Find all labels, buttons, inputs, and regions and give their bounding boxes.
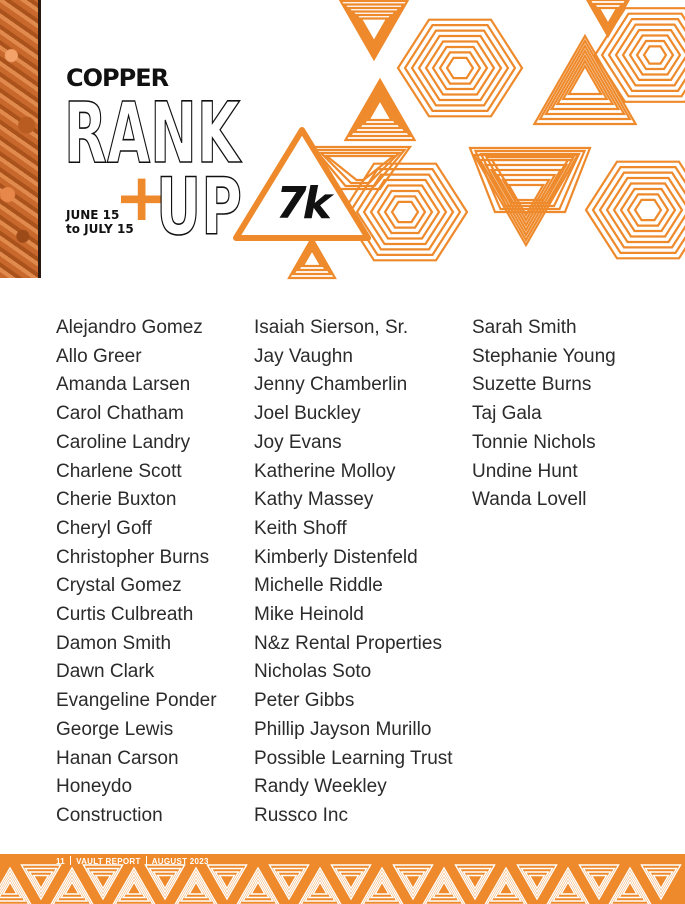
hexagon-shape <box>623 30 685 80</box>
hexagon-shape <box>419 36 501 100</box>
hexagon-shape <box>392 202 418 222</box>
name-entry: Phillip Jayson Murillo <box>254 718 432 740</box>
triangle-shape <box>517 865 556 899</box>
name-entry: Undine Hunt <box>472 460 578 482</box>
hexagon-shape <box>616 25 685 86</box>
triangle-shape <box>269 865 308 899</box>
name-entry: Jay Vaughn <box>254 345 353 367</box>
name-entry: Katherine Molloy <box>254 460 396 482</box>
issue-date: AUGUST 2023 <box>151 857 209 866</box>
name-entry: Alejandro Gomez <box>56 317 203 338</box>
name-entry: Curtis Culbreath <box>56 604 194 626</box>
name-entry: Honeydo <box>56 776 133 798</box>
date-range <box>66 208 134 236</box>
hexagon-shape <box>343 164 467 261</box>
page-number: 11 <box>56 857 66 866</box>
name-entry: Tonnie Nichols <box>472 431 596 453</box>
triangle-shape <box>21 865 60 899</box>
name-entry: Charlene Scott <box>56 460 182 482</box>
name-entry: Nicholas Soto <box>254 661 372 683</box>
name-entry: Hanan Carson <box>56 747 179 769</box>
name-entry: Stephanie Young <box>472 345 616 367</box>
title-up: UP <box>156 163 242 253</box>
name-entry: Carol Chatham <box>56 403 184 425</box>
triangle-shape <box>145 865 184 899</box>
triangle-shape <box>331 865 370 899</box>
name-entry: Kimberly Distenfeld <box>254 546 418 568</box>
hexagon-shape <box>371 186 439 239</box>
publication-name: VAULT REPORT <box>76 857 141 866</box>
name-entry: Keith Shoff <box>254 517 347 539</box>
name-entry: Suzette Burns <box>472 374 592 396</box>
triangle-shape <box>579 865 618 899</box>
name-entry: Possible Learning Trust <box>254 747 453 769</box>
title-plus: + <box>114 159 170 236</box>
hexagon-shape <box>405 25 515 111</box>
name-entry: Cherie Buxton <box>56 489 177 511</box>
name-entry: Crystal Gomez <box>56 575 182 597</box>
name-column-1 <box>56 314 217 831</box>
name-entry: Amanda Larsen <box>56 374 191 396</box>
triangle-shape <box>455 865 494 899</box>
date-end: to JULY 15 <box>66 222 134 236</box>
name-entry: George Lewis <box>56 718 174 740</box>
name-entry: Jenny Chamberlin <box>254 374 408 396</box>
hexagon-shape <box>644 46 666 63</box>
name-entry: Joy Evans <box>254 431 342 453</box>
footer-pattern <box>0 864 685 904</box>
name-entry: Christopher Burns <box>56 546 210 568</box>
name-entry: N&z Rental Properties <box>254 632 442 654</box>
name-entry: Peter Gibbs <box>254 690 355 712</box>
name-entry: Sarah Smith <box>472 317 577 338</box>
name-entry: Taj Gala <box>472 403 542 425</box>
name-column-2 <box>254 314 453 831</box>
name-entry: Allo Greer <box>56 345 142 367</box>
name-entry: Michelle Riddle <box>254 575 383 597</box>
hexagon-shape <box>426 42 494 95</box>
name-entry: Evangeline Ponder <box>56 690 217 712</box>
hexagon-shape <box>614 184 682 237</box>
triangle-shape <box>393 865 432 899</box>
hexagon-shape <box>635 200 661 220</box>
date-start: JUNE 15 <box>66 208 120 222</box>
name-entry: Damon Smith <box>56 632 172 654</box>
name-entry: Dawn Clark <box>56 661 155 683</box>
logo-7k-text: 7k <box>276 178 328 229</box>
hexagon-shape <box>637 41 673 69</box>
name-entry: Isaiah Sierson, Sr. <box>254 317 409 338</box>
name-entry: Russco Inc <box>254 804 348 826</box>
name-entry: Randy Weekley <box>254 776 387 798</box>
name-column-3 <box>472 314 616 515</box>
name-entry: Construction <box>56 804 163 826</box>
hexagon-shape <box>447 58 473 78</box>
title-copper: COPPER <box>66 64 169 92</box>
name-entry: Wanda Lovell <box>472 489 587 511</box>
triangle-shape <box>207 865 246 899</box>
geometric-pattern <box>230 0 685 280</box>
title-rank: RANK <box>64 84 242 182</box>
hexagon-shape <box>398 20 522 117</box>
triangle-shape <box>83 865 122 899</box>
name-entry: Cheryl Goff <box>56 517 152 539</box>
hexagon-shape <box>607 178 685 242</box>
name-entry: Kathy Massey <box>254 489 374 511</box>
copper-texture-image <box>0 0 41 278</box>
name-entry: Caroline Landry <box>56 431 191 453</box>
name-entry: Mike Heinold <box>254 604 364 626</box>
footer <box>0 854 685 904</box>
triangle-shape <box>641 865 680 899</box>
name-entry: Joel Buckley <box>254 403 361 425</box>
